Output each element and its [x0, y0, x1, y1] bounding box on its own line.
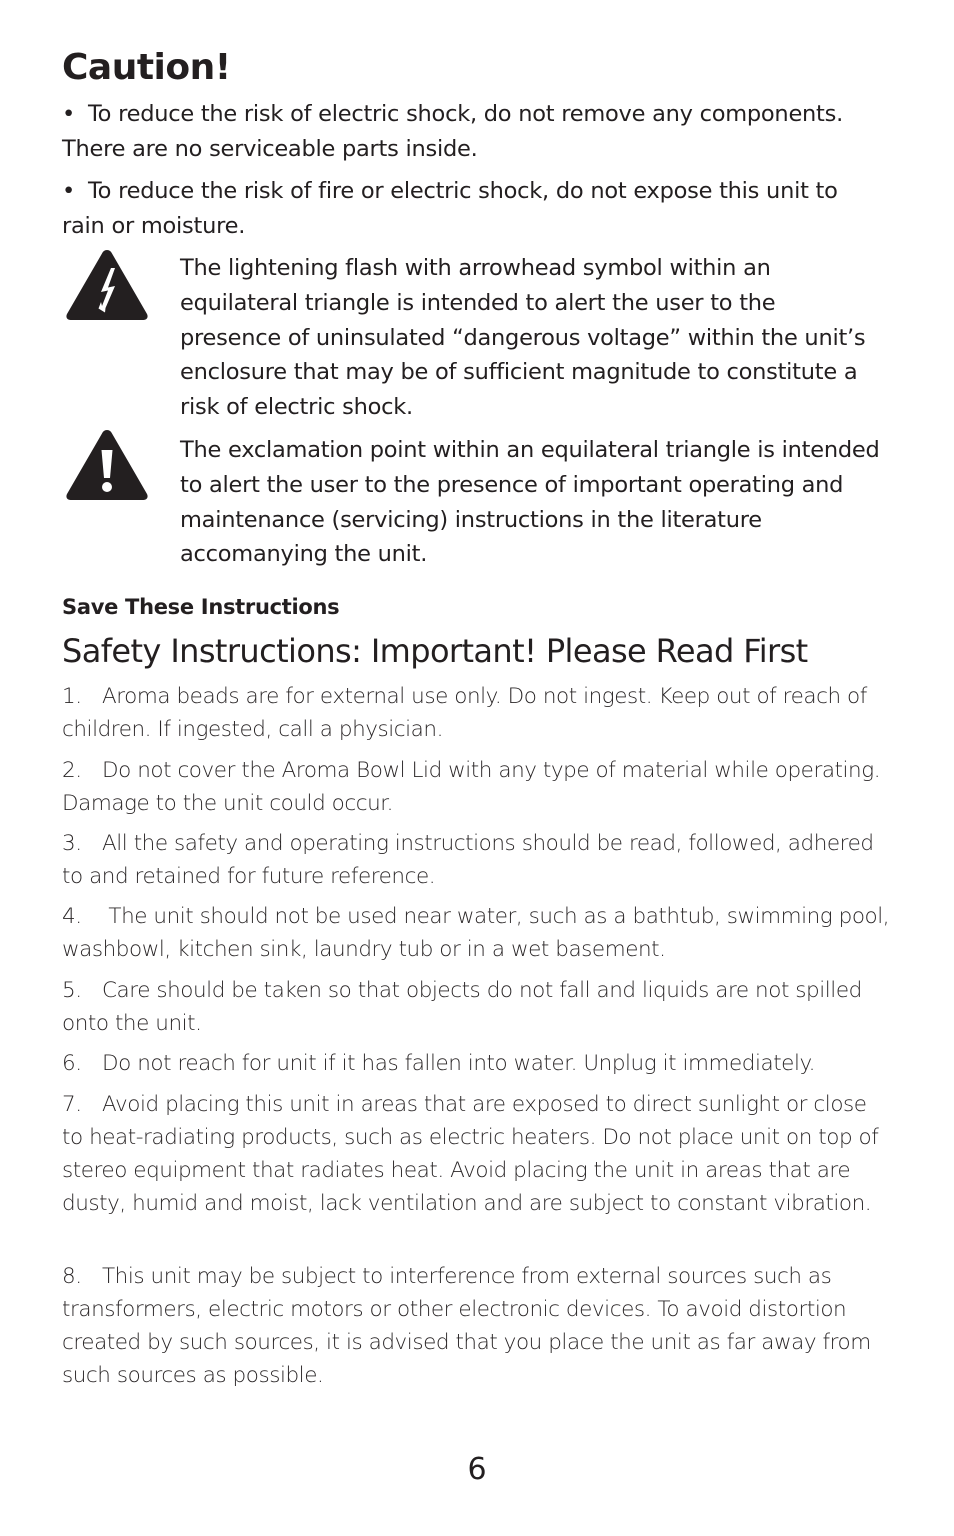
lightning-bolt-triangle-icon: [65, 248, 149, 322]
item-number: 8.: [62, 1264, 82, 1289]
bullet-text: To reduce the risk of fire or electric shock, do not expose this unit to rain or moisture.: [62, 178, 838, 239]
list-item: [62, 680, 892, 746]
item-text: Do not reach for unit if it has fallen into water. Unplug it immediately.: [102, 1051, 816, 1076]
item-number: 7.: [62, 1092, 82, 1117]
item-text: The unit should not be used near water, such as a bathtub, swimming pool, washbowl, kitchen sink, laundry tub or in a wet basement.: [62, 904, 890, 962]
bullet-text: To reduce the risk of electric shock, do not remove any components. There are no serviceable parts inside.: [62, 101, 843, 162]
bullet-mark: •: [62, 101, 76, 127]
item-number: 2.: [62, 758, 82, 783]
item-text: Do not cover the Aroma Bowl Lid with any type of material while operating. Damage to the unit could occur.: [62, 758, 881, 816]
item-text: This unit may be subject to interference from external sources such as transformers, electric motors or other electronic devices. To avoid distortion created by such sources, it is advised that you place the unit as far away from such sources as possible.: [62, 1264, 871, 1388]
exclamation-triangle-icon: [65, 428, 149, 502]
safety-instructions-heading: Safety Instructions: Important! Please Read First: [62, 632, 808, 670]
item-text: All the safety and operating instructions should be read, followed, adhered to and retained for future reference.: [62, 831, 874, 889]
item-number: 1.: [62, 684, 82, 709]
caution-bullet: [62, 97, 862, 167]
symbol-description: The lightening flash with arrowhead symbol within an equilateral triangle is intended to alert the user to the presence of uninsulated “dangerous voltage” within the unit’s enclosure that may be of sufficient magnitude to constitute a risk of electric shock.: [180, 255, 866, 421]
caution-bullet: [62, 174, 862, 244]
caution-title: Caution!: [62, 47, 231, 88]
list-item: [62, 827, 892, 893]
item-text: Avoid placing this unit in areas that are exposed to direct sunlight or close to heat-radiating products, such as electric heaters. Do not place unit on top of stereo equipment that radiates heat. Avoid placing the unit in areas that are dusty, humid and moist, lack ventilation and are subject to constant vibration.: [62, 1092, 879, 1216]
item-text: Aroma beads are for external use only. Do not ingest. Keep out of reach of children. If ingested, call a physician.: [62, 684, 867, 742]
item-text: Care should be taken so that objects do not fall and liquids are not spilled onto the unit.: [62, 978, 862, 1036]
list-item: [62, 1047, 892, 1080]
item-number: 4.: [62, 904, 82, 929]
list-item: [62, 754, 892, 820]
item-number: 3.: [62, 831, 82, 856]
save-instructions-heading: Save These Instructions: [62, 595, 340, 619]
item-number: 6.: [62, 1051, 82, 1076]
item-number: 5.: [62, 978, 82, 1003]
list-item: [62, 1260, 892, 1392]
list-item: [62, 974, 892, 1040]
list-item: [62, 900, 892, 966]
page-number: 6: [467, 1452, 487, 1487]
bullet-mark: •: [62, 178, 76, 204]
list-item: [62, 1088, 892, 1220]
symbol-description: The exclamation point within an equilateral triangle is intended to alert the user to the presence of important operating and maintenance (servicing) instructions in the literature accomanying the unit.: [180, 437, 880, 568]
